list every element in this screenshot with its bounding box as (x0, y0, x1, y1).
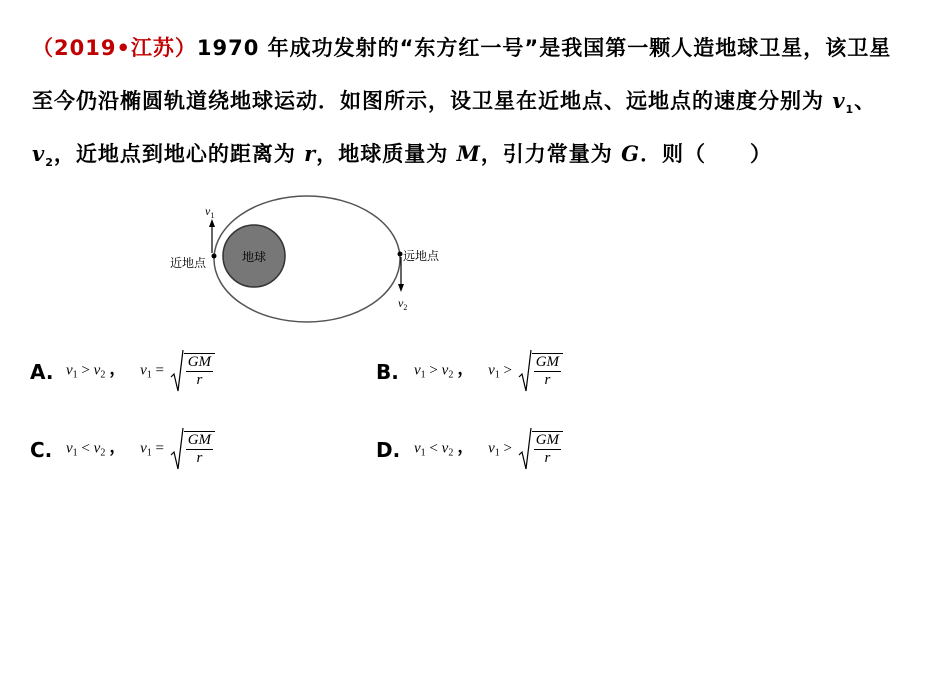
perigee-point (212, 254, 217, 259)
var-v2-sub: 2 (45, 156, 54, 170)
var-v1: v (832, 88, 846, 113)
option-b-formula[interactable]: $v_1 > v_2$ ， $v_1$ > $\frac{GM}{r}$ (414, 349, 563, 393)
var-v1-sub: 1 (845, 103, 855, 117)
earth-label: 地球 (241, 250, 267, 264)
v1-label: $v_1$ (205, 204, 215, 220)
question-line-2 (32, 85, 876, 116)
option-c-letter[interactable]: C. (30, 438, 53, 462)
separator: 、 (854, 89, 877, 113)
question-source: （2019•江苏） (32, 36, 197, 60)
var-G: G (621, 141, 641, 166)
option-d-letter[interactable]: D. (376, 438, 401, 462)
question-line1-text: 1970 年成功发射的“东方红一号”是我国第一颗人造地球卫星，该卫星 (196, 36, 892, 60)
apogee-point (398, 252, 403, 257)
apogee-label: 远地点 (403, 249, 440, 263)
option-a-letter[interactable]: A. (30, 360, 54, 384)
var-r: r (304, 141, 317, 166)
text-distance: ，近地点到地心的距离为 (53, 142, 296, 166)
sqrt-symbol: $\frac{GM}{r}$ (170, 427, 215, 471)
sqrt-symbol: $\frac{GM}{r}$ (518, 427, 563, 471)
sqrt-symbol: $\frac{GM}{r}$ (518, 349, 563, 393)
perigee-label: 近地点 (170, 256, 207, 270)
option-b-letter[interactable]: B. (376, 360, 399, 384)
text-constant: ，引力常量为 (480, 142, 613, 166)
text-mass: ，地球质量为 (316, 142, 449, 166)
var-v2: v (32, 141, 46, 166)
option-a-formula[interactable]: $v_1 > v_2$ ， $v_1$ = $\frac{GM}{r}$ (66, 349, 215, 393)
question-line-3 (32, 138, 772, 169)
v2-arrow-head (398, 284, 404, 292)
v2-label: $v_2$ (398, 296, 408, 312)
option-d-formula[interactable]: $v_1 < v_2$ ， $v_1$ > $\frac{GM}{r}$ (414, 427, 563, 471)
sqrt-symbol: $\frac{GM}{r}$ (170, 349, 215, 393)
option-c-formula[interactable]: $v_1 < v_2$ ， $v_1$ = $\frac{GM}{r}$ (66, 427, 215, 471)
var-M: M (456, 141, 481, 166)
question-line-1 (32, 32, 891, 62)
v1-arrow-head (209, 219, 215, 227)
orbit-diagram (165, 195, 465, 330)
question-line2-text: 至今仍沿椭圆轨道绕地球运动．如图所示，设卫星在近地点、远地点的速度分别为 (32, 89, 824, 113)
text-then: ．则（ ） (640, 142, 773, 166)
